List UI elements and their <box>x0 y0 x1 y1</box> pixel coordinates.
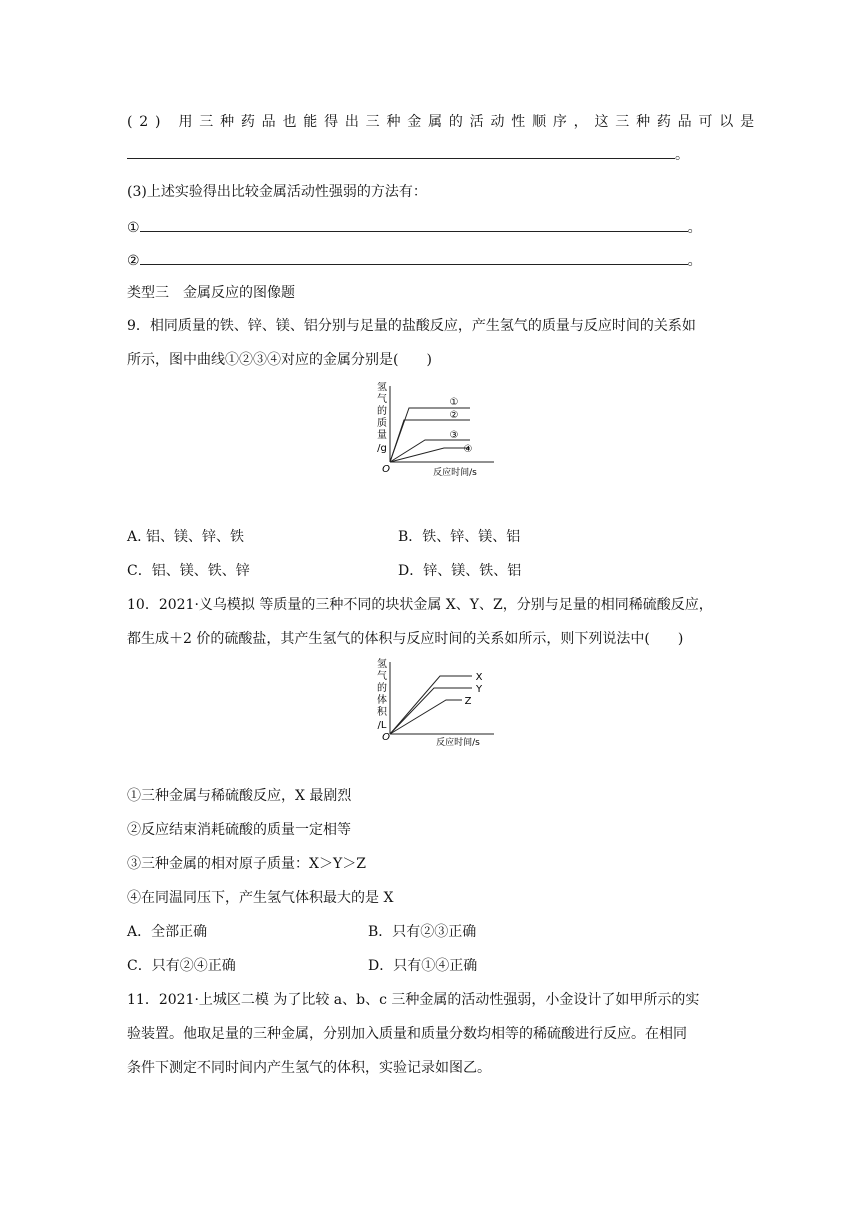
q9-xlabel: 反应时间/s <box>433 468 477 478</box>
q9-origin: O <box>382 464 390 475</box>
q9-label-1: ① <box>449 397 459 408</box>
q10-option-a[interactable]: A．全部正确 <box>127 924 208 940</box>
q10-stem-line2: 都生成＋2 价的硫酸盐，其产生氢气的体积与反应时间的关系如所示，则下列说法中( ) <box>127 631 684 647</box>
q9-option-c[interactable]: C．铝、镁、铁、锌 <box>127 563 250 579</box>
q11-stem-line1: 11．2021·上城区二模 为了比较 a、b、c 三种金属的活动性强弱，小金设计了如甲所示的实 <box>127 992 700 1008</box>
q11-stem-line3: 条件下测定不同时间内产生氢气的体积，实验记录如图乙。 <box>127 1060 491 1076</box>
q10-ylabel-0: 氢 <box>377 659 387 670</box>
q10-ylabel-1: 气 <box>377 671 387 682</box>
q10-statement-4: ④在同温同压下，产生氢气体积最大的是 X <box>127 890 394 906</box>
q11-stem-line2: 验装置。他取足量的三种金属，分别加入质量和质量分数均相等的稀硫酸进行反应。在相同 <box>127 1026 687 1042</box>
q10-statement-2: ②反应结束消耗硫酸的质量一定相等 <box>127 822 351 838</box>
q10-option-b[interactable]: B．只有②③正确 <box>368 924 477 940</box>
q9-stem-line1: 9．相同质量的铁、锌、镁、铝分别与足量的盐酸反应，产生氢气的质量与反应时间的关系如 <box>127 318 696 334</box>
q9-ylabel-0: 氢 <box>377 382 387 393</box>
q9-ylabel-3: 质 <box>377 418 387 429</box>
blank-1-prefix: ① <box>127 220 140 236</box>
q10-label-z: Z <box>464 696 472 707</box>
q9-curve-2 <box>390 420 470 462</box>
q9-chart <box>362 382 502 482</box>
q10-label-x: X <box>475 672 483 683</box>
q10-statement-3: ③三种金属的相对原子质量：X＞Y＞Z <box>127 856 366 872</box>
q10-xlabel: 反应时间/s <box>436 738 480 748</box>
blank-1-end: 。 <box>687 220 702 236</box>
q9-label-2: ② <box>449 410 459 421</box>
q9-stem-line2: 所示，图中曲线①②③④对应的金属分别是( ) <box>127 352 432 368</box>
q9-option-d[interactable]: D．锌、镁、铁、铝 <box>398 563 522 579</box>
q9-ylabel-5: /g <box>377 443 387 454</box>
q8-blank-2[interactable] <box>127 250 702 271</box>
q10-figure <box>362 656 502 750</box>
q10-ylabel-3: 体 <box>377 695 387 706</box>
q9-ylabel-1: 气 <box>377 394 387 405</box>
q10-curve-x <box>390 676 472 734</box>
q10-statement-1: ①三种金属与稀硫酸反应，X 最剧烈 <box>127 788 352 804</box>
q10-stem-line1: 10．2021·义乌模拟 等质量的三种不同的块状金属 X、Y、Z，分别与足量的相同稀硫酸反应， <box>127 597 713 613</box>
q8-part2-text: (2) 用三种药品也能得出三种金属的活动性顺序，这三种药品可以是 <box>127 114 761 130</box>
blank-2-prefix: ② <box>127 253 140 269</box>
q10-ylabel-5: /L <box>377 720 387 731</box>
q9-ylabel-2: 的 <box>377 406 387 417</box>
q9-option-b[interactable]: B．铁、锌、镁、铝 <box>398 529 521 545</box>
q9-label-3: ③ <box>449 430 459 441</box>
q10-ylabel-4: 积 <box>377 707 387 718</box>
q10-label-y: Y <box>475 684 483 695</box>
section-title: 类型三 金属反应的图像题 <box>127 285 295 301</box>
q10-option-c[interactable]: C．只有②④正确 <box>127 958 236 974</box>
q9-option-a[interactable]: A. 铝、镁、锌、铁 <box>127 529 245 545</box>
q10-ylabel-2: 的 <box>377 683 387 694</box>
q10-option-d[interactable]: D．只有①④正确 <box>368 958 478 974</box>
q9-figure <box>362 382 502 482</box>
q10-origin: O <box>382 732 390 743</box>
q10-chart <box>362 656 502 750</box>
q8-part2-end: 。 <box>675 147 689 163</box>
q8-blank-1[interactable] <box>127 217 702 238</box>
blank-2-end: 。 <box>687 253 702 269</box>
q9-label-4: ④ <box>463 444 473 455</box>
q10-curve-z <box>390 700 462 734</box>
q8-part2-answer-blank[interactable] <box>127 144 689 165</box>
q8-part3-text: (3)上述实验得出比较金属活动性强弱的方法有： <box>127 184 427 200</box>
q9-ylabel-4: 量 <box>377 430 387 441</box>
